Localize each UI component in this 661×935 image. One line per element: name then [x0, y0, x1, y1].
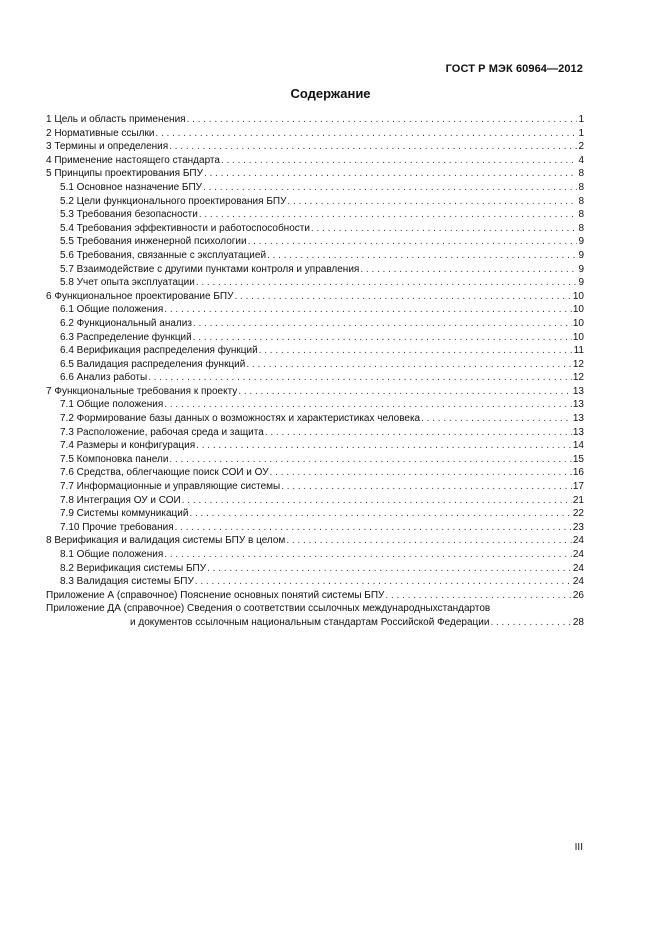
toc-entry-label: 7.1 Общие положения — [60, 399, 164, 411]
toc-entry-page-number: 8 — [578, 181, 584, 193]
toc-dot-leader — [204, 167, 578, 181]
toc-entry-page-number: 10 — [572, 331, 584, 343]
toc-entry-page-number: 13 — [572, 385, 584, 397]
toc-entry-label: 5.4 Требования эффективности и работоспособности — [60, 222, 310, 234]
toc-entry-page-number: 4 — [578, 154, 584, 166]
toc-entry-label: 7.9 Системы коммуникаций — [60, 508, 189, 520]
toc-entry-label: 5 Принципы проектирования БПУ — [46, 168, 203, 180]
toc-entry[interactable] — [46, 494, 584, 508]
toc-entry-label: 7.2 Формирование базы данных о возможностях и характеристиках человека — [60, 413, 421, 425]
toc-entry[interactable] — [46, 521, 584, 535]
toc-dot-leader — [195, 575, 572, 589]
toc-entry-label: 5.6 Требования, связанные с эксплуатацией — [60, 249, 267, 261]
toc-entry[interactable] — [46, 589, 584, 603]
toc-entry-label: 7.10 Прочие требования — [60, 521, 174, 533]
toc-entry[interactable] — [46, 222, 584, 236]
toc-entry-page-number: 24 — [572, 576, 584, 588]
toc-entry-page-number: 12 — [572, 358, 584, 370]
toc-entry[interactable] — [46, 385, 584, 399]
toc-entry-label: 6.3 Распределение функций — [60, 331, 192, 343]
toc-entry-page-number: 2 — [578, 141, 584, 153]
toc-entry-label: 5.3 Требования безопасности — [60, 209, 198, 221]
toc-entry-label: 5.8 Учет опыта эксплуатации — [60, 277, 195, 289]
toc-dot-leader — [148, 371, 572, 385]
toc-dot-leader — [193, 317, 572, 331]
toc-entry-page-number: 13 — [572, 399, 584, 411]
toc-entry-page-number: 23 — [572, 521, 584, 533]
toc-entry-label: 5.5 Требования инженерной психологии — [60, 236, 247, 248]
toc-dot-leader — [259, 344, 573, 358]
toc-entry-label: 6.5 Валидация распределения функций — [60, 358, 246, 370]
toc-entry[interactable] — [46, 263, 584, 277]
toc-dot-leader — [311, 222, 578, 236]
toc-entry-page-number: 24 — [572, 562, 584, 574]
toc-entry-label: 4 Применение настоящего стандарта — [46, 154, 220, 166]
toc-entry-label: 2 Нормативные ссылки — [46, 127, 155, 139]
toc-entry-label: 7.3 Расположение, рабочая среда и защита — [60, 426, 264, 438]
toc-entry[interactable] — [46, 534, 584, 548]
toc-entry-label: 6.4 Верификация распределения функций — [60, 345, 258, 357]
toc-entry-page-number: 22 — [572, 508, 584, 520]
toc-dot-leader — [281, 480, 572, 494]
toc-dot-leader — [193, 331, 572, 345]
toc-entry-label: 7.5 Компоновка панели — [60, 453, 169, 465]
toc-dot-leader — [203, 181, 577, 195]
toc-dot-leader — [196, 439, 572, 453]
toc-dot-leader — [246, 358, 572, 372]
toc-entry-page-number: 26 — [572, 589, 584, 601]
table-of-contents — [46, 113, 584, 630]
toc-dot-leader — [248, 235, 578, 249]
toc-entry-label: 8.1 Общие положения — [60, 549, 164, 560]
toc-entry-label: 8 Верификация и валидация системы БПУ в целом — [46, 535, 286, 547]
toc-dot-leader — [175, 521, 572, 535]
toc-entry-page-number: 21 — [572, 494, 584, 506]
toc-entry[interactable] — [46, 127, 584, 141]
toc-entry[interactable] — [46, 412, 584, 426]
toc-dot-leader — [286, 534, 572, 548]
toc-entry-label: 3 Термины и определения — [46, 141, 169, 153]
toc-entry[interactable] — [46, 426, 584, 440]
document-standard-header: ГОСТ Р МЭК 60964—2012 — [445, 63, 583, 75]
toc-entry[interactable] — [46, 466, 584, 480]
toc-dot-leader — [270, 466, 572, 480]
toc-entry-label: 7.6 Средства, облегчающие поиск СОИ и ОУ — [60, 467, 269, 479]
toc-dot-leader — [221, 154, 578, 168]
toc-entry[interactable] — [46, 344, 584, 358]
toc-entry-page-number: 24 — [572, 549, 584, 560]
toc-entry[interactable] — [46, 453, 584, 467]
toc-entry[interactable] — [46, 575, 584, 589]
toc-entry-label: 5.7 Взаимодействие с другими пунктами контроля и управления — [60, 263, 360, 275]
toc-dot-leader — [169, 140, 577, 154]
toc-entry-page-number: 9 — [578, 249, 584, 261]
toc-dot-leader — [238, 385, 572, 399]
toc-entry-label: Приложение А (справочное) Пояснение основных понятий системы БПУ — [46, 589, 385, 601]
toc-entry-label: 8.3 Валидация системы БПУ — [60, 576, 194, 588]
toc-entry-page-number: 16 — [572, 467, 584, 479]
toc-entry[interactable] — [46, 290, 584, 304]
toc-dot-leader — [187, 113, 578, 127]
page-title: Содержание — [290, 86, 371, 101]
toc-entry-page-number: 9 — [578, 277, 584, 289]
toc-entry-label: 6 Функциональное проектирование БПУ — [46, 290, 234, 302]
toc-dot-leader — [169, 453, 571, 467]
toc-entry-page-number: 9 — [578, 236, 584, 248]
toc-dot-leader — [196, 276, 578, 290]
toc-entry[interactable] — [46, 303, 584, 317]
page-number: III — [574, 842, 583, 853]
toc-entry[interactable] — [46, 195, 584, 209]
toc-dot-leader — [287, 195, 577, 209]
toc-entry[interactable] — [46, 208, 584, 222]
toc-entry-page-number: 9 — [578, 263, 584, 275]
toc-entry-label: 7 Функциональные требования к проекту — [46, 385, 238, 397]
toc-entry-page-number: 24 — [572, 535, 584, 547]
toc-entry-page-number: 15 — [572, 453, 584, 465]
toc-entry[interactable] — [46, 616, 584, 630]
toc-entry-page-number: 10 — [572, 317, 584, 329]
toc-entry-label: 7.7 Информационные и управляющие системы — [60, 481, 281, 493]
toc-entry-page-number: 14 — [572, 440, 584, 452]
toc-entry-page-number: 1 — [578, 114, 584, 125]
toc-entry[interactable] — [46, 154, 584, 168]
toc-entry-page-number: 28 — [572, 616, 584, 628]
toc-dot-leader — [265, 426, 572, 440]
toc-dot-leader — [385, 589, 571, 603]
toc-entry-label: 6.1 Общие положения — [60, 304, 164, 316]
toc-entry[interactable] — [46, 249, 584, 263]
toc-dot-leader — [234, 290, 571, 304]
toc-dot-leader — [490, 616, 571, 630]
toc-entry[interactable] — [46, 548, 584, 562]
toc-dot-leader — [421, 412, 572, 426]
toc-dot-leader — [267, 249, 577, 263]
toc-entry-page-number: 11 — [573, 345, 584, 357]
toc-dot-leader — [360, 263, 577, 277]
toc-entry-page-number: 13 — [572, 426, 584, 438]
toc-entry-page-number: 12 — [572, 372, 584, 384]
toc-entry-label: 7.8 Интеграция ОУ и СОИ — [60, 494, 181, 506]
toc-entry[interactable] — [46, 562, 584, 576]
toc-dot-leader — [199, 208, 578, 222]
toc-entry-label: 6.6 Анализ работы — [60, 372, 148, 384]
toc-dot-leader — [155, 127, 577, 141]
toc-entry-label: 5.1 Основное назначение БПУ — [60, 181, 203, 193]
toc-entry-page-number: 10 — [572, 290, 584, 302]
toc-entry-label: Приложение ДА (справочное) Сведения о соответствии ссылочных международныхстандартов — [46, 603, 491, 615]
toc-entry[interactable] — [46, 358, 584, 372]
toc-entry[interactable] — [46, 439, 584, 453]
toc-entry[interactable] — [46, 602, 584, 616]
toc-dot-leader — [164, 548, 572, 562]
toc-entry-page-number: 8 — [578, 209, 584, 221]
toc-entry-page-number: 13 — [572, 413, 584, 425]
toc-entry-label: 1 Цель и область применения — [46, 114, 186, 125]
toc-entry[interactable] — [46, 276, 584, 290]
toc-entry[interactable] — [46, 331, 584, 345]
toc-entry[interactable] — [46, 398, 584, 412]
toc-dot-leader — [189, 507, 571, 521]
toc-dot-leader — [164, 303, 572, 317]
toc-entry-label: 7.4 Размеры и конфигурация — [60, 440, 196, 452]
toc-entry[interactable] — [46, 507, 584, 521]
toc-entry[interactable] — [46, 371, 584, 385]
toc-entry-page-number: 8 — [578, 168, 584, 180]
toc-entry[interactable] — [46, 140, 584, 154]
toc-dot-leader — [182, 494, 572, 508]
toc-entry[interactable] — [46, 181, 584, 195]
toc-entry-page-number: 10 — [572, 304, 584, 316]
toc-entry-page-number: 8 — [578, 222, 584, 234]
toc-entry[interactable] — [46, 480, 584, 494]
toc-entry-page-number: 1 — [578, 127, 584, 139]
toc-entry-page-number: 17 — [572, 481, 584, 493]
toc-dot-leader — [207, 562, 572, 576]
toc-entry-label: и документов ссылочным национальным стандартам Российской Федерации — [130, 616, 490, 628]
toc-entry[interactable] — [46, 113, 584, 127]
toc-entry-label: 6.2 Функциональный анализ — [60, 317, 192, 329]
toc-entry-page-number: 8 — [578, 195, 584, 207]
toc-entry-label: 8.2 Верификация системы БПУ — [60, 562, 207, 574]
toc-entry-label: 5.2 Цели функционального проектирования БПУ — [60, 195, 287, 207]
toc-entry[interactable] — [46, 317, 584, 331]
toc-entry[interactable] — [46, 235, 584, 249]
toc-dot-leader — [164, 398, 572, 412]
toc-entry[interactable] — [46, 167, 584, 181]
